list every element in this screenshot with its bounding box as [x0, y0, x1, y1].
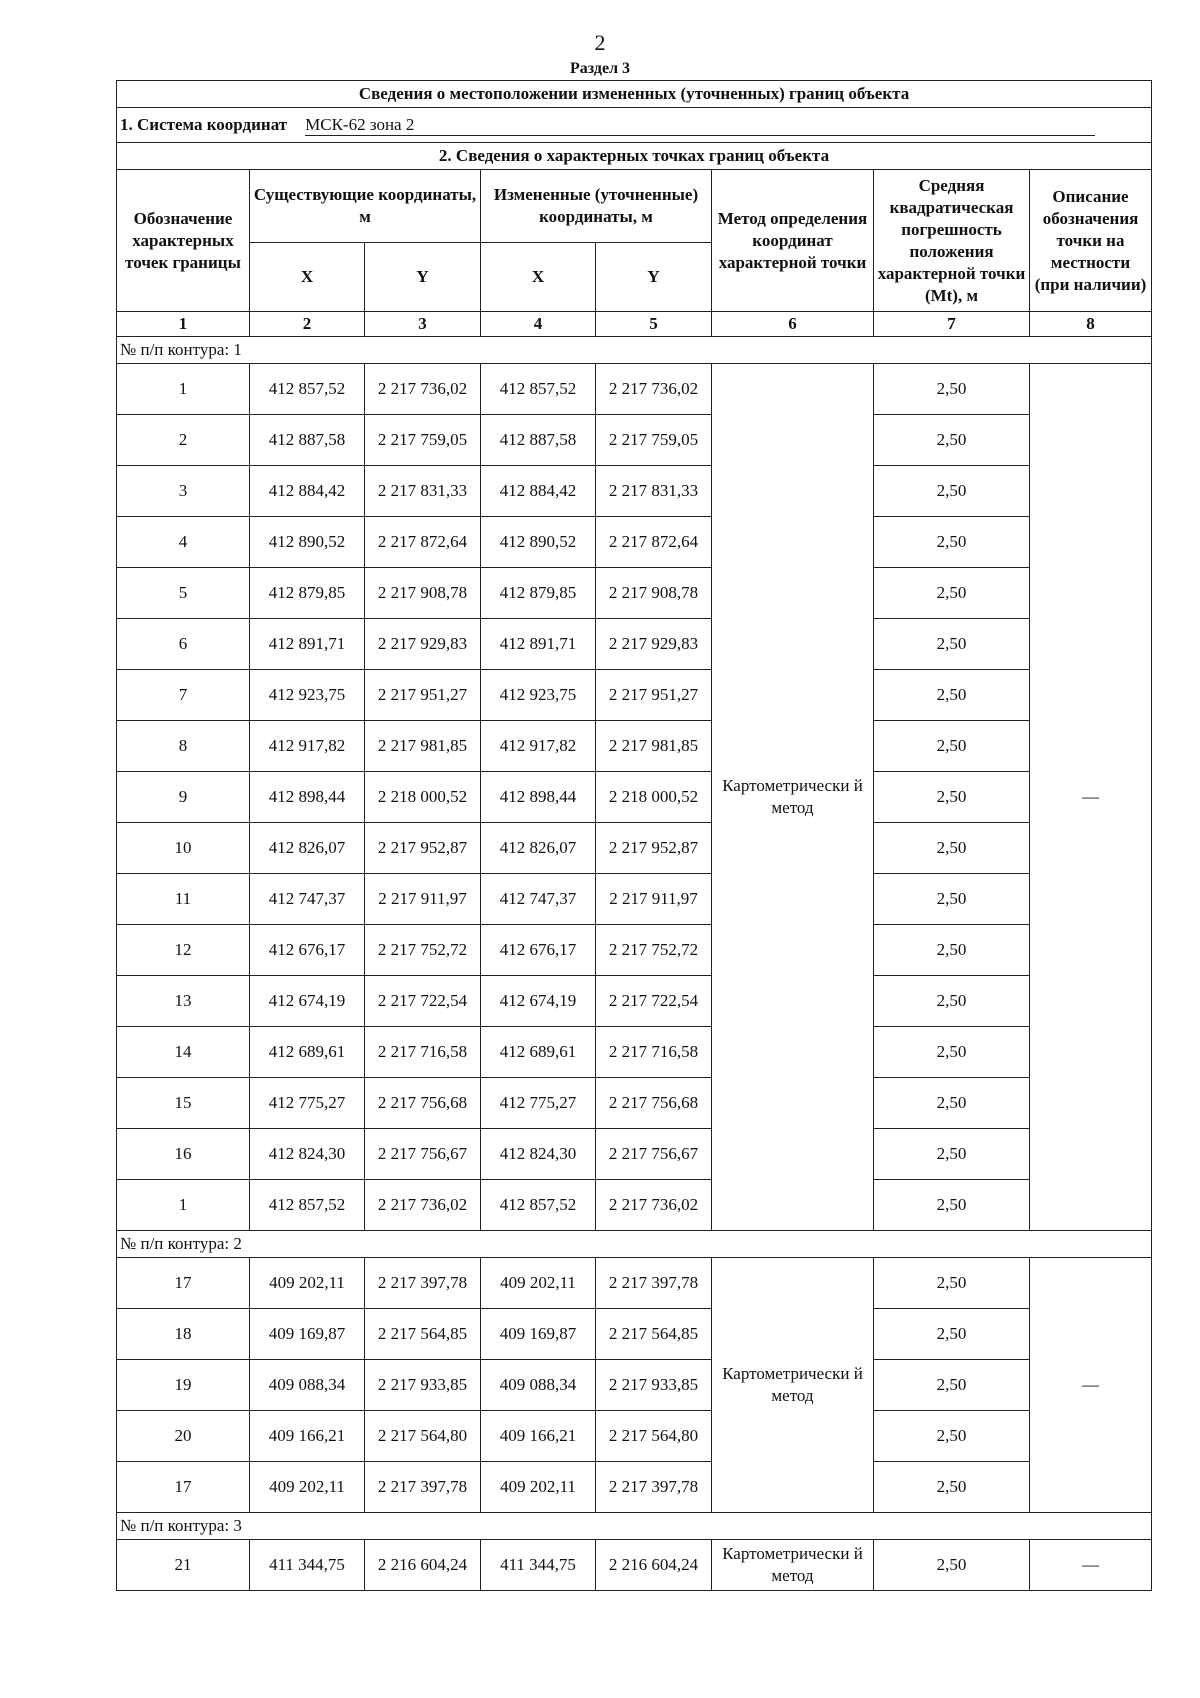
existing-y: 2 217 831,33 [365, 466, 481, 517]
mean-error: 2,50 [874, 1309, 1030, 1360]
changed-x: 412 857,52 [481, 1180, 596, 1231]
changed-x: 412 824,30 [481, 1129, 596, 1180]
table-row [117, 517, 1152, 568]
point-number: 15 [117, 1078, 250, 1129]
point-number: 10 [117, 823, 250, 874]
existing-x: 412 891,71 [250, 619, 365, 670]
changed-x: 412 890,52 [481, 517, 596, 568]
existing-y: 2 217 736,02 [365, 1180, 481, 1231]
existing-x: 412 826,07 [250, 823, 365, 874]
existing-y: 2 217 752,72 [365, 925, 481, 976]
point-number: 21 [117, 1540, 250, 1591]
table-row [117, 1258, 1152, 1309]
mean-error: 2,50 [874, 1360, 1030, 1411]
point-number: 7 [117, 670, 250, 721]
existing-x: 412 747,37 [250, 874, 365, 925]
boundary-points-table [116, 80, 1152, 1591]
point-number: 13 [117, 976, 250, 1027]
changed-y: 2 217 752,72 [596, 925, 712, 976]
existing-x: 412 898,44 [250, 772, 365, 823]
method-cell: Картометрически й метод [712, 364, 874, 1231]
table-row [117, 874, 1152, 925]
table-row [117, 364, 1152, 415]
changed-y: 2 217 722,54 [596, 976, 712, 1027]
changed-y: 2 217 736,02 [596, 364, 712, 415]
existing-y: 2 217 397,78 [365, 1462, 481, 1513]
existing-x: 412 857,52 [250, 1180, 365, 1231]
point-description: — [1030, 1540, 1152, 1591]
point-description: — [1030, 364, 1152, 1231]
changed-x: 409 088,34 [481, 1360, 596, 1411]
changed-x: 412 887,58 [481, 415, 596, 466]
existing-x: 409 202,11 [250, 1258, 365, 1309]
mean-error: 2,50 [874, 1027, 1030, 1078]
mean-error: 2,50 [874, 823, 1030, 874]
table-row [117, 925, 1152, 976]
header-existing-y: Y [365, 243, 481, 312]
point-number: 1 [117, 1180, 250, 1231]
mean-error: 2,50 [874, 925, 1030, 976]
point-number: 18 [117, 1309, 250, 1360]
existing-y: 2 217 929,83 [365, 619, 481, 670]
mean-error: 2,50 [874, 466, 1030, 517]
contour-header-row [117, 1513, 1152, 1540]
point-number: 19 [117, 1360, 250, 1411]
point-number: 3 [117, 466, 250, 517]
point-number: 14 [117, 1027, 250, 1078]
points-section-title: 2. Сведения о характерных точках границ объекта [117, 143, 1152, 170]
existing-y: 2 217 952,87 [365, 823, 481, 874]
mean-error: 2,50 [874, 619, 1030, 670]
existing-x: 412 917,82 [250, 721, 365, 772]
changed-x: 412 747,37 [481, 874, 596, 925]
existing-y: 2 218 000,52 [365, 772, 481, 823]
table-row [117, 670, 1152, 721]
mean-error: 2,50 [874, 1258, 1030, 1309]
point-number: 8 [117, 721, 250, 772]
changed-y: 2 217 716,58 [596, 1027, 712, 1078]
changed-x: 412 857,52 [481, 364, 596, 415]
method-cell: Картометрически й метод [712, 1540, 874, 1591]
mean-error: 2,50 [874, 874, 1030, 925]
mean-error: 2,50 [874, 364, 1030, 415]
existing-x: 411 344,75 [250, 1540, 365, 1591]
existing-y: 2 217 759,05 [365, 415, 481, 466]
existing-y: 2 217 951,27 [365, 670, 481, 721]
header-changed-coords: Измененные (уточненные) координаты, м [481, 170, 712, 243]
changed-y: 2 217 831,33 [596, 466, 712, 517]
table-row [117, 619, 1152, 670]
table-row [117, 1540, 1152, 1591]
changed-y: 2 217 756,68 [596, 1078, 712, 1129]
coord-system-row [117, 108, 1152, 143]
mean-error: 2,50 [874, 1180, 1030, 1231]
column-number: 4 [481, 312, 596, 337]
existing-x: 412 884,42 [250, 466, 365, 517]
point-number: 1 [117, 364, 250, 415]
table-row [117, 1078, 1152, 1129]
mean-error: 2,50 [874, 1540, 1030, 1591]
mean-error: 2,50 [874, 976, 1030, 1027]
header-description: Описание обозначения точки на местности (при наличии) [1030, 170, 1152, 312]
point-number: 9 [117, 772, 250, 823]
point-number: 17 [117, 1258, 250, 1309]
changed-x: 412 775,27 [481, 1078, 596, 1129]
changed-x: 412 879,85 [481, 568, 596, 619]
table-row [117, 1309, 1152, 1360]
existing-y: 2 217 564,85 [365, 1309, 481, 1360]
existing-y: 2 217 981,85 [365, 721, 481, 772]
existing-y: 2 217 911,97 [365, 874, 481, 925]
existing-x: 412 857,52 [250, 364, 365, 415]
existing-y: 2 217 756,68 [365, 1078, 481, 1129]
changed-x: 412 917,82 [481, 721, 596, 772]
existing-x: 409 169,87 [250, 1309, 365, 1360]
contour-header-row [117, 337, 1152, 364]
point-number: 5 [117, 568, 250, 619]
column-number: 2 [250, 312, 365, 337]
table-row [117, 415, 1152, 466]
mean-error: 2,50 [874, 1078, 1030, 1129]
coord-system-label: 1. Система координат [120, 114, 288, 134]
changed-x: 409 202,11 [481, 1462, 596, 1513]
existing-x: 412 824,30 [250, 1129, 365, 1180]
table-row [117, 1129, 1152, 1180]
existing-x: 412 689,61 [250, 1027, 365, 1078]
table-row [117, 1462, 1152, 1513]
changed-y: 2 217 397,78 [596, 1258, 712, 1309]
point-number: 20 [117, 1411, 250, 1462]
existing-y: 2 217 397,78 [365, 1258, 481, 1309]
existing-y: 2 216 604,24 [365, 1540, 481, 1591]
existing-y: 2 217 933,85 [365, 1360, 481, 1411]
changed-x: 412 891,71 [481, 619, 596, 670]
table-row [117, 1027, 1152, 1078]
table-row [117, 568, 1152, 619]
column-number: 8 [1030, 312, 1152, 337]
changed-x: 412 923,75 [481, 670, 596, 721]
changed-x: 409 166,21 [481, 1411, 596, 1462]
changed-y: 2 217 981,85 [596, 721, 712, 772]
point-number: 12 [117, 925, 250, 976]
existing-x: 409 088,34 [250, 1360, 365, 1411]
mean-error: 2,50 [874, 1129, 1030, 1180]
table-title: Сведения о местоположении измененных (уточненных) границ объекта [117, 81, 1152, 108]
header-mean-error: Средняя квадратическая погрешность положения характерной точки (Mt), м [874, 170, 1030, 312]
changed-x: 411 344,75 [481, 1540, 596, 1591]
existing-x: 412 890,52 [250, 517, 365, 568]
changed-y: 2 217 564,80 [596, 1411, 712, 1462]
existing-y: 2 217 736,02 [365, 364, 481, 415]
changed-x: 412 689,61 [481, 1027, 596, 1078]
changed-y: 2 217 911,97 [596, 874, 712, 925]
existing-y: 2 217 722,54 [365, 976, 481, 1027]
changed-y: 2 217 397,78 [596, 1462, 712, 1513]
column-number: 6 [712, 312, 874, 337]
table-row [117, 823, 1152, 874]
contour-label: № п/п контура: 1 [117, 337, 1152, 364]
mean-error: 2,50 [874, 772, 1030, 823]
existing-x: 412 775,27 [250, 1078, 365, 1129]
header-designation: Обозначение характерных точек границы [117, 170, 250, 312]
column-number: 1 [117, 312, 250, 337]
existing-x: 412 676,17 [250, 925, 365, 976]
changed-x: 412 826,07 [481, 823, 596, 874]
changed-y: 2 217 872,64 [596, 517, 712, 568]
header-changed-y: Y [596, 243, 712, 312]
existing-x: 412 923,75 [250, 670, 365, 721]
changed-y: 2 217 759,05 [596, 415, 712, 466]
contour-label: № п/п контура: 2 [117, 1231, 1152, 1258]
existing-y: 2 217 564,80 [365, 1411, 481, 1462]
changed-y: 2 216 604,24 [596, 1540, 712, 1591]
existing-x: 409 166,21 [250, 1411, 365, 1462]
mean-error: 2,50 [874, 721, 1030, 772]
coord-system-value: МСК-62 зона 2 [305, 115, 1095, 136]
existing-y: 2 217 756,67 [365, 1129, 481, 1180]
table-row [117, 1411, 1152, 1462]
method-cell: Картометрически й метод [712, 1258, 874, 1513]
mean-error: 2,50 [874, 1462, 1030, 1513]
changed-x: 409 169,87 [481, 1309, 596, 1360]
changed-y: 2 217 951,27 [596, 670, 712, 721]
mean-error: 2,50 [874, 415, 1030, 466]
changed-y: 2 217 908,78 [596, 568, 712, 619]
page-number: 2 [594, 30, 606, 55]
existing-y: 2 217 716,58 [365, 1027, 481, 1078]
mean-error: 2,50 [874, 517, 1030, 568]
existing-y: 2 217 872,64 [365, 517, 481, 568]
header-method: Метод определения координат характерной точки [712, 170, 874, 312]
point-number: 4 [117, 517, 250, 568]
point-number: 16 [117, 1129, 250, 1180]
changed-y: 2 217 952,87 [596, 823, 712, 874]
contour-header-row [117, 1231, 1152, 1258]
changed-x: 412 674,19 [481, 976, 596, 1027]
changed-y: 2 218 000,52 [596, 772, 712, 823]
table-row [117, 772, 1152, 823]
existing-x: 412 887,58 [250, 415, 365, 466]
changed-y: 2 217 933,85 [596, 1360, 712, 1411]
changed-y: 2 217 564,85 [596, 1309, 712, 1360]
table-row [117, 1180, 1152, 1231]
changed-y: 2 217 756,67 [596, 1129, 712, 1180]
point-number: 6 [117, 619, 250, 670]
changed-x: 412 676,17 [481, 925, 596, 976]
column-number: 5 [596, 312, 712, 337]
mean-error: 2,50 [874, 1411, 1030, 1462]
point-number: 2 [117, 415, 250, 466]
section-title: Раздел 3 [569, 60, 631, 77]
point-number: 17 [117, 1462, 250, 1513]
header-changed-x: X [481, 243, 596, 312]
contour-label: № п/п контура: 3 [117, 1513, 1152, 1540]
header-existing-x: X [250, 243, 365, 312]
header-existing-coords: Существующие координаты, м [250, 170, 481, 243]
existing-x: 409 202,11 [250, 1462, 365, 1513]
table-row [117, 466, 1152, 517]
changed-x: 412 884,42 [481, 466, 596, 517]
changed-y: 2 217 736,02 [596, 1180, 712, 1231]
changed-y: 2 217 929,83 [596, 619, 712, 670]
mean-error: 2,50 [874, 670, 1030, 721]
point-description: — [1030, 1258, 1152, 1513]
existing-x: 412 674,19 [250, 976, 365, 1027]
table-row [117, 721, 1152, 772]
existing-y: 2 217 908,78 [365, 568, 481, 619]
changed-x: 412 898,44 [481, 772, 596, 823]
mean-error: 2,50 [874, 568, 1030, 619]
point-number: 11 [117, 874, 250, 925]
existing-x: 412 879,85 [250, 568, 365, 619]
table-row [117, 976, 1152, 1027]
column-number: 7 [874, 312, 1030, 337]
changed-x: 409 202,11 [481, 1258, 596, 1309]
table-row [117, 1360, 1152, 1411]
column-number: 3 [365, 312, 481, 337]
